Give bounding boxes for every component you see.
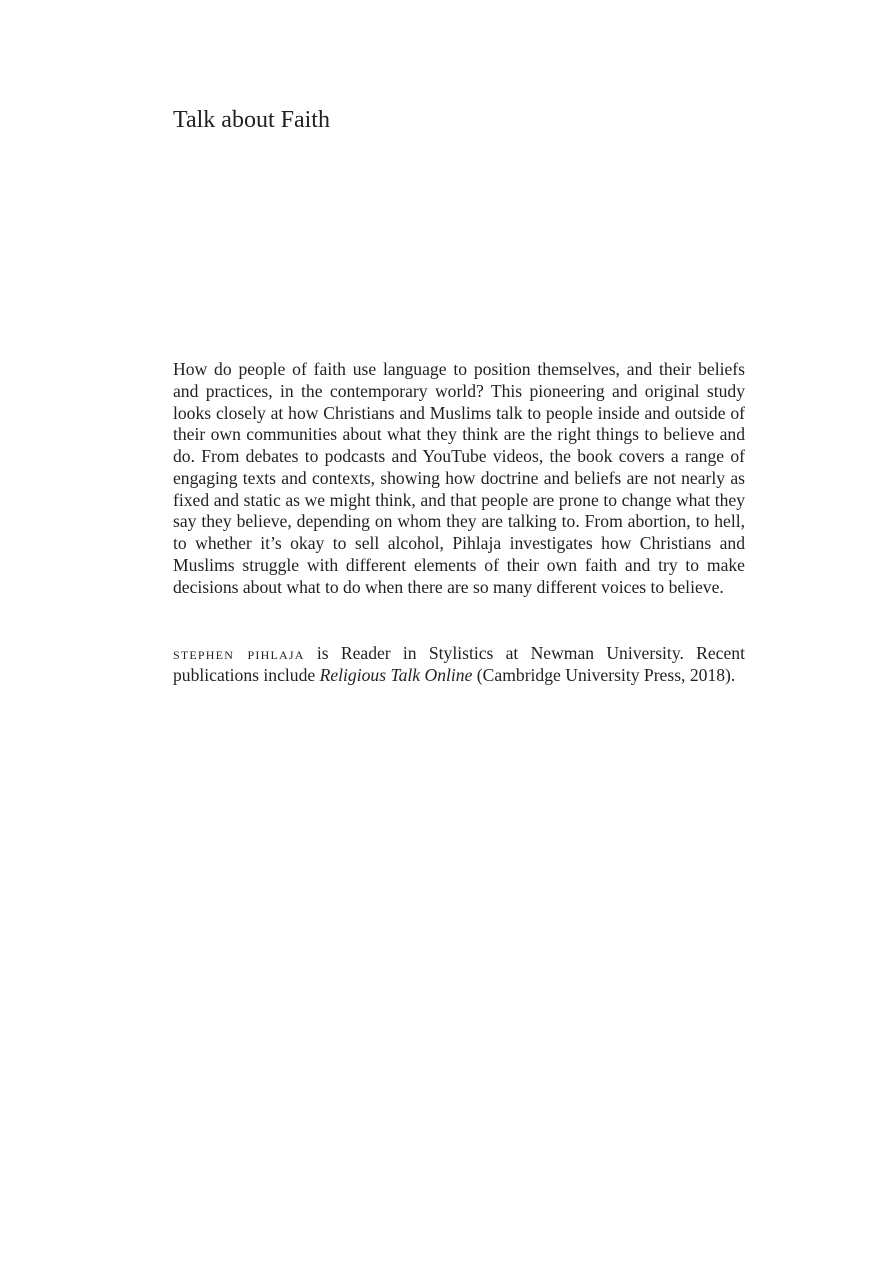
author-bio-text: is Reader in Stylistics at Newman University. Recent publications include xyxy=(173,643,745,685)
page-title: Talk about Faith xyxy=(173,107,330,133)
previous-book-title: Religious Talk Online xyxy=(319,664,473,685)
author-bio xyxy=(173,643,745,687)
author-bio-publisher: (Cambridge University Press, 2018). xyxy=(472,664,736,685)
book-description: How do people of faith use language to position themselves, and their beliefs and practices, in the contemporary world? This pioneering and original study looks closely at how Christians and Muslims talk to people inside and outside of their own communities about what they think are the right things to believe and do. From debates to podcasts and YouTube videos, the book covers a range of engaging texts and contexts, showing how doctrine and beliefs are not nearly as fixed and static as we might think, and that people are prone to change what they say they believe, depending on whom they are talking to. From abortion, to hell, to whether it’s okay to sell alcohol, Pihlaja investigates how Christians and Muslims struggle with different elements of their own faith and try to make decisions about what to do when there are so many different voices to believe. xyxy=(173,359,745,597)
author-name: stephen pihlaja xyxy=(173,643,305,663)
